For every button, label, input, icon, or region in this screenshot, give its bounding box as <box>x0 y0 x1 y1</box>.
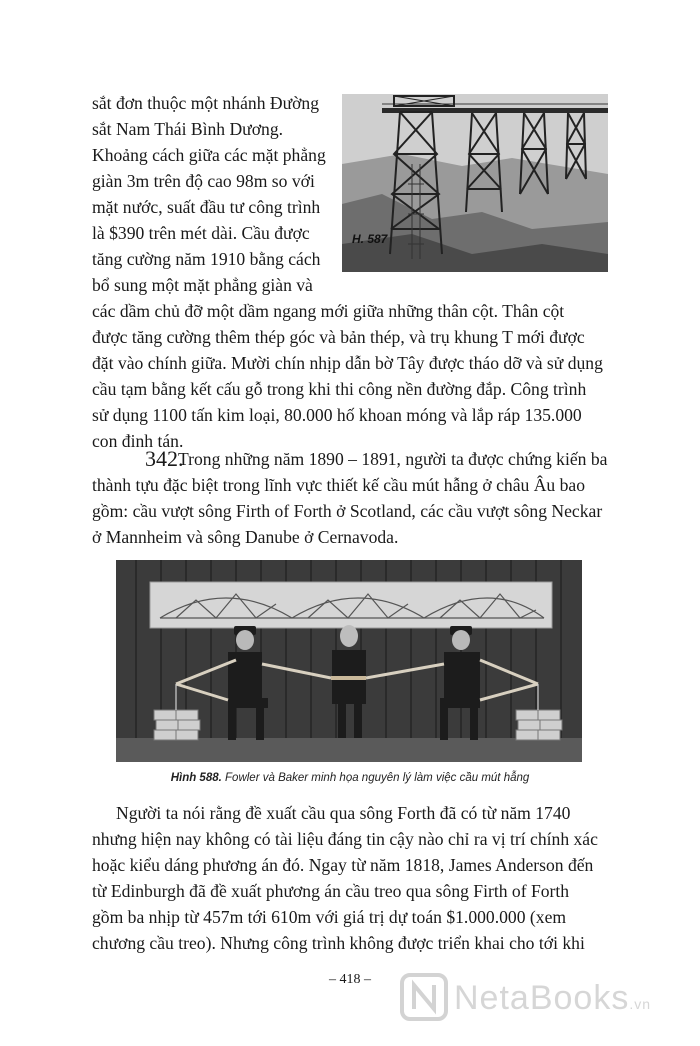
netabooks-watermark <box>400 965 700 1035</box>
text-line: tăng cường năm 1910 bằng cách <box>92 249 321 269</box>
section-number-text: 342. <box>145 446 184 471</box>
text-line: là $390 trên mét dài. Cầu được <box>92 223 310 243</box>
text-line: hoặc kiểu dáng phương án đó. Ngay từ năm 1818, James Anderson đến <box>92 855 594 875</box>
text-line: gồm ba nhịp từ 457m tới 610m với giá trị dự toán $1.000.000 (xem <box>92 907 567 927</box>
text-line: từ Edinburgh đã đề xuất phương án cầu treo qua sông Firth of Forth <box>92 881 570 901</box>
text-line: các dầm chủ đỡ một dầm ngang mới giữa những thân cột. Thân cột <box>92 301 565 321</box>
text-line: gồm: cầu vượt sông Firth of Forth ở Scotland, các cầu vượt sông Neckar <box>92 501 603 521</box>
text-line: Người ta nói rằng đề xuất cầu qua sông Forth đã có từ năm 1740 <box>116 803 571 823</box>
text-line: sắt đơn thuộc một nhánh Đường <box>92 93 320 113</box>
text-line: Trong những năm 1890 – 1891, người ta được chứng kiến ba <box>178 449 608 469</box>
text-line: được tăng cường thêm thép góc và bản thép, và trụ khung T mới được <box>92 327 585 347</box>
text-line: mặt nước, suất đầu tư công trình <box>92 197 321 217</box>
text-line: cầu tạm bằng kết cấu gỗ trong khi thi công nền đường đắp. Công trình <box>92 379 587 399</box>
watermark-suffix: .vn <box>629 996 652 1012</box>
text-line: thành tựu đặc biệt trong lĩnh vực thiết kế cầu mút hẫng ở châu Âu bao <box>92 475 586 495</box>
text-line: sử dụng 1100 tấn kim loại, 80.000 hố khoan móng và lắp ráp 135.000 <box>92 405 582 425</box>
caption-label: Hình 588. <box>170 772 222 784</box>
caption-text: Fowler và Baker minh họa nguyên lý làm việc cầu mút hẫng <box>221 772 530 784</box>
cantilever-demo-drawing <box>116 560 582 762</box>
page-number: – 418 – <box>329 972 371 987</box>
text-line: ở Mannheim và sông Danube ở Cernavoda. <box>92 527 399 547</box>
figure-587-viaduct-image <box>342 94 608 272</box>
text-line: nhưng hiện nay không có tài liệu đáng tin cậy nào chỉ ra vị trí chính xác <box>92 829 598 849</box>
figure-588-photo <box>116 560 582 762</box>
figure-587-label: H. 587 <box>352 232 388 246</box>
text-line: giàn 3m trên độ cao 98m so với <box>92 171 315 191</box>
text-line: sắt Nam Thái Bình Dương. <box>92 119 284 139</box>
text-line: đặt vào chính giữa. Mười chín nhịp dẫn bờ Tây được tháo dỡ và sử dụng <box>92 353 603 373</box>
text-line: con đinh tán. <box>92 431 184 451</box>
figure-588-caption <box>0 772 700 784</box>
text-line: bổ sung một mặt phẳng giàn và <box>92 275 313 295</box>
text-line: Khoảng cách giữa các mặt phẳng <box>92 145 326 165</box>
text-line: chương cầu treo). Nhưng công trình không được triển khai cho tới khi <box>92 933 585 953</box>
watermark-brand: NetaBooks <box>454 979 630 1017</box>
